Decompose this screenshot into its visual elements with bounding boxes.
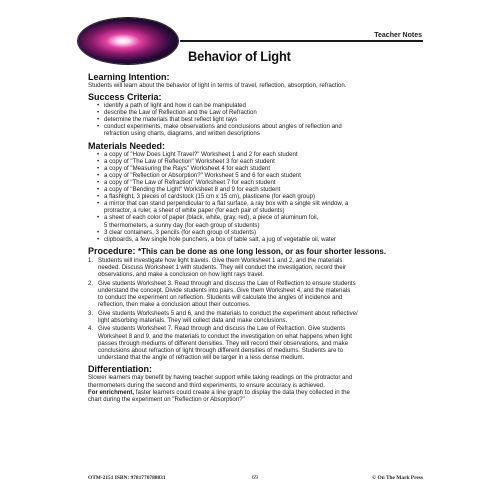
material-item: • 3 clear containers, 3 pencils (for each group of students) (104, 229, 428, 236)
enrichment-text: faster learners could create a line graph to display the data they collected in the (134, 388, 350, 396)
step-line: Give students Worksheets 5 and 6, and the materials to conduct the experiment about reflective/ (98, 309, 358, 317)
header-rule (180, 40, 423, 42)
teacher-notes-label: Teacher Notes (374, 32, 422, 39)
material-item: • a copy of "How Does Light Travel?" Worksheet 1 and 2 for each student (104, 151, 428, 158)
success-criteria-list (88, 102, 428, 137)
criteria-item: • determine the materials that best reflect light rays (104, 116, 428, 123)
step-line: Give students Worksheet 3. Read through and discuss the Law of Reflection to ensure students (98, 279, 356, 287)
step-line: Students will investigate how light travels. Give them Worksheet 1 and 2, and the materials (98, 256, 343, 264)
criteria-item-continuation (104, 130, 428, 137)
step-line: to conduct the experiment on reflection. Students will calculate the angles of incidence and (98, 293, 343, 301)
learning-intention-heading: Learning Intention: (88, 72, 170, 82)
material-item: • a mirror that can stand perpendicular to a flat surface, a ray box with a single slit window, a (104, 200, 428, 207)
criteria-item: • conduct experiments, make observations and conclusions about angles of reflection and (104, 123, 428, 130)
procedure-step (88, 325, 428, 360)
criteria-item: • identify a path of light and how it can be manipulated (104, 102, 428, 109)
step-number: 1. (88, 256, 94, 264)
differentiation-heading: Differentiation: (88, 364, 152, 375)
step-line: passes through mediums of different densities. They will record their observations, and make (98, 339, 349, 347)
material-item: • a copy of "Measuring the Rays" Worksheet 4 for each student (104, 165, 428, 172)
procedure-note: *This can be done as one long lesson, or as four shorter lessons. (138, 246, 387, 256)
publisher-credit: © On The Mark Press (372, 475, 423, 481)
enrichment-line: chart during the experiment on "Reflection or Absorption?" (88, 395, 245, 403)
material-item: • a sheet of each color of paper (black, white, gray, red), a piece of aluminum foil, (104, 214, 428, 221)
step-line: reflection, then make a conclusion about their outcomes. (98, 300, 251, 308)
material-item: • a copy of "Bending the Light" Worksheet 8 and 9 for each student (104, 186, 428, 193)
differentiation-line: thermometers during the second and third experiments, to ensure accuracy is achieved. (88, 381, 325, 389)
step-line: light absorbing materials. They will collect data and make conclusions. (98, 316, 288, 324)
procedure-heading (88, 246, 428, 257)
step-line: observations, and make a conclusion on how light rays travel. (98, 270, 264, 278)
step-line: needed. Discuss Worksheet 1 with students. They will conduct the investigation, record their (98, 263, 347, 271)
criteria-item: • describe the Law of Reflection and the Law of Refraction (104, 109, 428, 116)
step-line: understand the concept. Divide students into pairs. Give them Worksheet 4, and the materials (98, 286, 351, 294)
procedure-steps (88, 257, 428, 361)
material-item-continuation: 5 thermometers, a sunny day (for each group of students) (104, 221, 260, 229)
main-content (88, 72, 428, 403)
materials-heading: Materials Needed: (88, 140, 166, 151)
step-number: 2. (88, 279, 94, 287)
enrichment-line (88, 389, 428, 396)
material-item: • clipboards, a few single hole punchers, a box of table salt, a jug of vegetable oil, water (104, 236, 428, 243)
step-number: 3. (88, 309, 94, 317)
material-item: • a flashlight, 3 pieces of cardstock (15 cm x 15 cm), plasticene (for each group) (104, 193, 428, 200)
procedure-step (88, 257, 428, 278)
procedure-step (88, 310, 428, 324)
page-footer (88, 475, 423, 485)
step-line: understand that the angle of refraction will be larger in a less dense medium. (98, 353, 305, 361)
page-title: Behavior of Light (188, 48, 291, 64)
material-item: • a copy of "The Law of Reflection" Worksheet 3 for each student (104, 158, 428, 165)
criteria-continuation-text: refraction using charts, diagrams, and written descriptions (104, 130, 260, 138)
step-line: Give students Worksheet 7. Read through and discuss the Law of Refraction. Give students (98, 325, 346, 333)
success-criteria-heading: Success Criteria: (88, 92, 162, 103)
materials-list (88, 151, 428, 243)
product-code: OTM-2151 ISBN: 9781770788831 (88, 475, 166, 481)
step-number: 4. (88, 325, 94, 333)
light-burst-logo (78, 18, 178, 64)
learning-intention-text: Students will learn about the behavior of light in terms of travel, reflection, absorption, refraction. (88, 82, 347, 89)
material-item: • a copy of "The Law of Refraction" Worksheet 7 for each student (104, 179, 428, 186)
material-item: • a copy of "Reflection or Absorption?" Worksheet 5 and 6 for each student (104, 172, 428, 179)
enrichment-label: For enrichment, (88, 388, 135, 396)
procedure-step (88, 280, 428, 308)
step-line: conclusions about refraction of light through different densities of mediums. Students are to (98, 346, 344, 354)
step-line: Worksheet 8 and 9, and the materials to conduct the investigation on what happens when light (98, 332, 352, 340)
procedure-title: Procedure: (88, 245, 136, 256)
differentiation-line: Slower learners may benefit by having teacher support while taking readings on the protractor and (88, 374, 353, 382)
material-item-continuation: protractor, a ruler, a sheet of white paper (for each pair of students) (104, 207, 285, 215)
page-number: 69 (252, 475, 258, 481)
